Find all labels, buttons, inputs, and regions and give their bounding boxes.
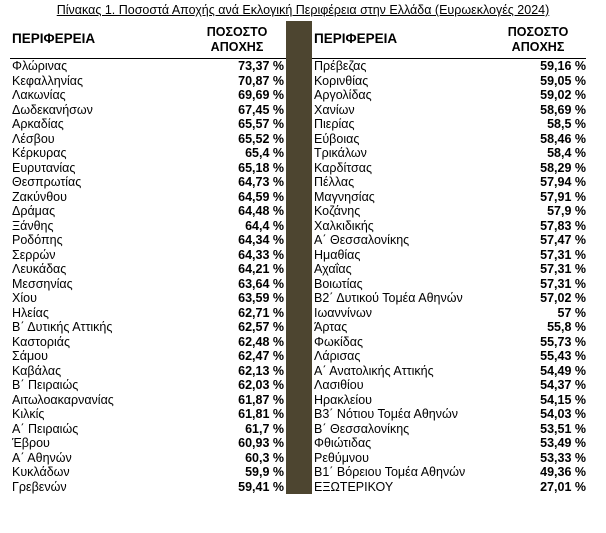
- table-row: [10, 74, 586, 89]
- abstention-value-right: 57,91 %: [540, 189, 586, 204]
- column-separator: [286, 422, 312, 437]
- region-name-left: Ξάνθης: [12, 218, 54, 233]
- region-name-right: Β΄ Θεσσαλονίκης: [314, 421, 410, 436]
- table-row: [10, 161, 586, 176]
- abstention-value-left: 65,57 %: [238, 117, 284, 131]
- region-name-left: Σερρών: [12, 247, 56, 262]
- region-name-left: Μεσσηνίας: [12, 276, 73, 291]
- table-row: [10, 88, 586, 103]
- column-separator: [286, 74, 312, 89]
- table-row: [10, 262, 586, 277]
- column-separator: [286, 88, 312, 103]
- abstention-value-left: 64,21 %: [238, 262, 284, 276]
- region-name-right: Ρεθύμνου: [314, 450, 369, 465]
- region-name-left: Ευρυτανίας: [12, 160, 76, 175]
- table-row: [10, 277, 586, 292]
- region-name-left: Κεφαλληνίας: [12, 73, 83, 88]
- table-row: [10, 378, 586, 393]
- abstention-value-left: 65,52 %: [238, 131, 284, 146]
- table-row: [10, 190, 586, 205]
- region-name-left: Ροδόπης: [12, 233, 63, 247]
- abstention-value-left: 62,03 %: [238, 378, 284, 392]
- abstention-value-right: 57,31 %: [540, 276, 586, 291]
- header-abstention-right: [490, 21, 586, 59]
- region-name-left: Αρκαδίας: [12, 117, 64, 131]
- abstention-value-right: 58,69 %: [540, 102, 586, 117]
- column-separator: [286, 393, 312, 408]
- abstention-value-right: 55,43 %: [540, 349, 586, 363]
- region-name-left: Β΄ Δυτικής Αττικής: [12, 320, 113, 334]
- abstention-value-right: 55,8 %: [547, 320, 586, 334]
- abstention-value-right: 57,31 %: [540, 247, 586, 262]
- header-abstention-line2: ΑΠΟΧΗΣ: [511, 39, 565, 54]
- table-row: [10, 451, 586, 466]
- column-separator: [286, 161, 312, 176]
- table-row: [10, 248, 586, 263]
- abstention-value-right: 54,15 %: [540, 392, 586, 407]
- abstention-value-right: 58,46 %: [540, 131, 586, 146]
- region-name-right: Β1΄ Βόρειου Τομέα Αθηνών: [314, 465, 466, 479]
- header-abstention-line2: ΑΠΟΧΗΣ: [210, 39, 264, 54]
- abstention-value-right: 54,37 %: [540, 378, 586, 392]
- abstention-value-left: 65,18 %: [238, 160, 284, 175]
- table-row: [10, 465, 586, 480]
- region-name-right: Πρέβεζας: [312, 59, 490, 74]
- abstention-value-left: 63,64 %: [238, 276, 284, 291]
- region-name-left: Δωδεκανήσων: [12, 102, 93, 117]
- region-name-left: Α΄ Πειραιώς: [12, 421, 79, 436]
- abstention-value-left: 62,47 %: [238, 349, 284, 363]
- region-name-right: Ιωαννίνων: [314, 305, 372, 320]
- table-row: [10, 204, 586, 219]
- header-abstention-line1: ΠΟΣΟΣΤΟ: [507, 24, 569, 39]
- abstention-value-right: 57,02 %: [540, 291, 586, 305]
- abstention-value-left: 59,41 %: [238, 479, 284, 494]
- column-separator: [286, 378, 312, 393]
- abstention-value-right: 57,31 %: [540, 262, 586, 276]
- region-name-right: Βοιωτίας: [314, 276, 363, 291]
- column-separator: [286, 262, 312, 277]
- table-row: [10, 480, 586, 495]
- region-name-right: Α΄ Θεσσαλονίκης: [314, 233, 410, 247]
- column-separator: [286, 320, 312, 335]
- region-name-left: Κιλκίς: [12, 407, 45, 421]
- region-name-left: Α΄ Αθηνών: [12, 450, 72, 465]
- abstention-value-right: 54,49 %: [540, 363, 586, 378]
- table-row: [10, 233, 586, 248]
- column-separator: [286, 248, 312, 263]
- table-row: [10, 103, 586, 118]
- table-caption: Πίνακας 1. Ποσοστά Αποχής ανά Εκλογική Περιφέρεια στην Ελλάδα (Ευρωεκλογές 2024): [56, 3, 550, 17]
- region-name-left: Κέρκυρας: [12, 146, 67, 160]
- region-name-left: Β΄ Πειραιώς: [12, 378, 79, 392]
- region-name-left: Λέσβου: [12, 131, 55, 146]
- column-separator: [286, 59, 312, 74]
- column-separator: [286, 306, 312, 321]
- region-name-right: Κορινθίας: [314, 73, 369, 88]
- table-row: [10, 407, 586, 422]
- region-name-right: Κοζάνης: [314, 204, 361, 218]
- column-separator: [286, 480, 312, 495]
- table-row: [10, 219, 586, 234]
- column-separator: [286, 465, 312, 480]
- abstention-value-left: 73,37 %: [188, 59, 286, 74]
- region-name-left: Δράμας: [12, 204, 56, 218]
- region-name-right: Πέλλας: [314, 175, 355, 189]
- abstention-value-right: 49,36 %: [540, 465, 586, 479]
- region-name-right: Λάρισας: [314, 349, 361, 363]
- region-name-left: Ζακύνθου: [12, 189, 67, 204]
- region-name-right: Πιερίας: [314, 117, 355, 131]
- header-region-left: ΠΕΡΙΦΕΡΕΙΑ: [12, 31, 96, 47]
- abstention-value-left: 64,48 %: [238, 204, 284, 218]
- region-name-right: Α΄ Ανατολικής Αττικής: [314, 363, 434, 378]
- abstention-value-left: 62,13 %: [238, 363, 284, 378]
- table-row: [10, 364, 586, 379]
- abstention-table: [10, 21, 586, 494]
- table-row: [10, 146, 586, 161]
- region-name-right: Αργολίδας: [314, 88, 372, 102]
- table-row: [10, 320, 586, 335]
- table-row: [10, 117, 586, 132]
- column-separator: [286, 364, 312, 379]
- column-separator: [286, 335, 312, 350]
- abstention-value-left: 63,59 %: [238, 291, 284, 305]
- table-row: [10, 349, 586, 364]
- region-name-right: Μαγνησίας: [314, 189, 375, 204]
- abstention-value-left: 67,45 %: [238, 102, 284, 117]
- table-row: [10, 132, 586, 147]
- region-name-left: Αιτωλοακαρνανίας: [12, 392, 114, 407]
- column-separator: [286, 219, 312, 234]
- region-name-right: Καρδίτσας: [314, 160, 372, 175]
- region-name-right: Λασιθίου: [314, 378, 364, 392]
- region-name-left: Χίου: [12, 291, 37, 305]
- abstention-value-left: 64,59 %: [238, 189, 284, 204]
- abstention-value-right: 53,33 %: [540, 450, 586, 465]
- abstention-value-left: 60,93 %: [238, 436, 284, 450]
- table-body: [10, 21, 586, 494]
- column-separator: [286, 451, 312, 466]
- abstention-value-left: 61,81 %: [238, 407, 284, 421]
- abstention-value-left: 62,71 %: [238, 305, 284, 320]
- abstention-value-left: 69,69 %: [238, 88, 284, 102]
- region-name-left: Έβρου: [12, 436, 50, 450]
- column-separator: [286, 436, 312, 451]
- abstention-value-right: 54,03 %: [540, 407, 586, 421]
- header-abstention-left: [188, 21, 286, 59]
- abstention-value-right: 53,49 %: [540, 436, 586, 450]
- abstention-value-left: 64,73 %: [238, 175, 284, 189]
- abstention-value-right: 59,02 %: [540, 88, 586, 102]
- abstention-value-right: 59,05 %: [540, 73, 586, 88]
- region-name-right: Άρτας: [314, 320, 348, 334]
- column-separator: [286, 175, 312, 190]
- abstention-value-left: 59,9 %: [245, 465, 284, 479]
- region-name-right: Β2΄ Δυτικού Τομέα Αθηνών: [314, 291, 463, 305]
- abstention-value-left: 64,4 %: [245, 218, 284, 233]
- abstention-value-right: 27,01 %: [540, 479, 586, 494]
- table-row: [10, 436, 586, 451]
- abstention-value-left: 62,48 %: [238, 334, 284, 349]
- column-separator: [286, 277, 312, 292]
- region-name-left: Φλώρινας: [10, 59, 188, 74]
- abstention-value-left: 61,7 %: [245, 421, 284, 436]
- region-name-right: ΕΞΩΤΕΡΙΚΟΥ: [314, 479, 394, 494]
- region-name-left: Κυκλάδων: [12, 465, 70, 479]
- region-name-right: Αχαΐας: [314, 262, 352, 276]
- column-separator: [286, 407, 312, 422]
- region-name-right: Χανίων: [314, 102, 355, 117]
- region-name-left: Λευκάδας: [12, 262, 67, 276]
- column-separator: [286, 146, 312, 161]
- region-name-right: Τρικάλων: [314, 146, 367, 160]
- header-region-right: ΠΕΡΙΦΕΡΕΙΑ: [314, 31, 398, 47]
- table-row: [10, 393, 586, 408]
- abstention-value-right: 57,47 %: [540, 233, 586, 247]
- column-separator: [286, 21, 312, 59]
- region-name-right: Ημαθίας: [314, 247, 361, 262]
- abstention-value-left: 64,34 %: [238, 233, 284, 247]
- abstention-value-right: 57,9 %: [547, 204, 586, 218]
- region-name-left: Ηλείας: [12, 305, 49, 320]
- column-separator: [286, 132, 312, 147]
- region-name-right: Εύβοιας: [314, 131, 360, 146]
- column-separator: [286, 190, 312, 205]
- abstention-value-right: 57,83 %: [540, 218, 586, 233]
- abstention-value-left: 65,4 %: [245, 146, 284, 160]
- abstention-value-left: 60,3 %: [245, 450, 284, 465]
- table-row: [10, 291, 586, 306]
- abstention-value-right: 53,51 %: [540, 421, 586, 436]
- table-row: [10, 422, 586, 437]
- region-name-right: Β3΄ Νότιου Τομέα Αθηνών: [314, 407, 458, 421]
- region-name-right: Φωκίδας: [314, 334, 363, 349]
- table-row: [10, 335, 586, 350]
- abstention-value-right: 57,94 %: [540, 175, 586, 189]
- table-row: [10, 59, 586, 74]
- abstention-value-right: 59,16 %: [490, 59, 586, 74]
- abstention-value-right: 58,4 %: [547, 146, 586, 160]
- abstention-value-left: 62,57 %: [238, 320, 284, 334]
- column-separator: [286, 291, 312, 306]
- region-name-left: Λακωνίας: [12, 88, 66, 102]
- region-name-right: Χαλκιδικής: [314, 218, 374, 233]
- table-header-row: [10, 21, 586, 59]
- abstention-value-right: 55,73 %: [540, 334, 586, 349]
- table-row: [10, 306, 586, 321]
- column-separator: [286, 349, 312, 364]
- region-name-left: Θεσπρωτίας: [12, 175, 82, 189]
- abstention-value-left: 70,87 %: [238, 73, 284, 88]
- column-separator: [286, 204, 312, 219]
- abstention-value-right: 58,5 %: [547, 117, 586, 131]
- column-separator: [286, 117, 312, 132]
- abstention-value-left: 61,87 %: [238, 392, 284, 407]
- region-name-left: Καβάλας: [12, 363, 62, 378]
- region-name-left: Σάμου: [12, 349, 48, 363]
- region-name-right: Φθιώτιδας: [314, 436, 372, 450]
- region-name-right: Ηρακλείου: [314, 392, 373, 407]
- column-separator: [286, 233, 312, 248]
- abstention-value-right: 58,29 %: [540, 160, 586, 175]
- abstention-value-right: 57 %: [557, 305, 586, 320]
- region-name-left: Γρεβενών: [12, 479, 67, 494]
- region-name-left: Καστοριάς: [12, 334, 70, 349]
- table-row: [10, 175, 586, 190]
- column-separator: [286, 103, 312, 118]
- abstention-value-left: 64,33 %: [238, 247, 284, 262]
- header-abstention-line1: ΠΟΣΟΣΤΟ: [206, 24, 268, 39]
